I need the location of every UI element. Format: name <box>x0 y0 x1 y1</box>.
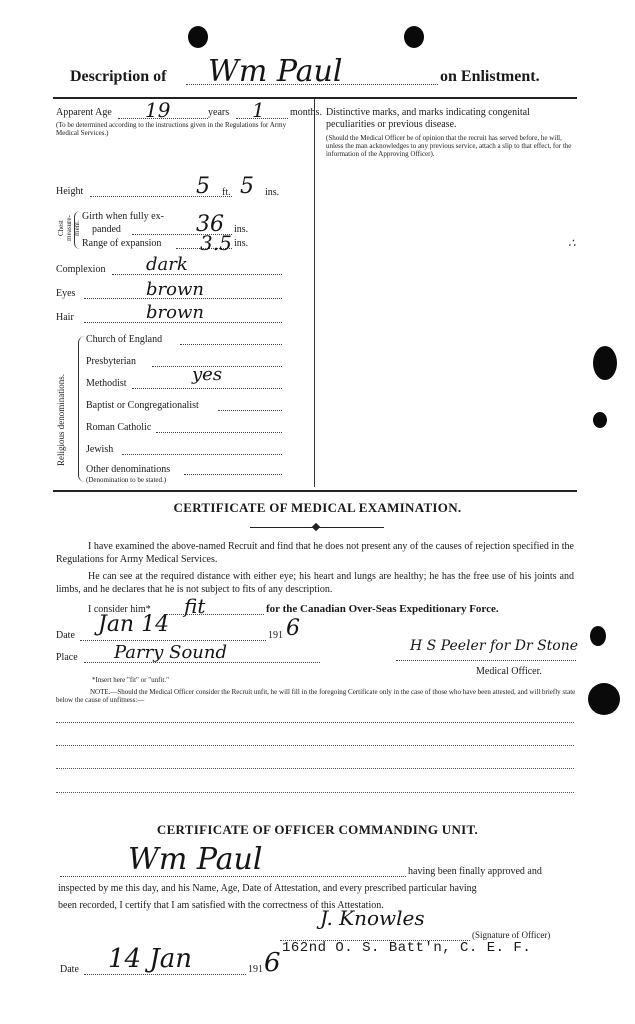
eyes-label: Eyes <box>56 288 76 299</box>
religion-label: Religious denominations. <box>56 374 66 466</box>
religion-church-of-england: Church of England <box>86 334 163 345</box>
unfit-line-4 <box>56 792 574 793</box>
commanding-signature-label: (Signature of Officer) <box>472 930 551 940</box>
age-note: (To be determined according to the instructions given in the Regulations for Army Medical Services.) <box>56 121 287 137</box>
commanding-line2: inspected by me this day, and his Name, Age, Date of Attestation, and every prescribed particular having <box>58 883 477 894</box>
description-divider <box>314 99 315 487</box>
age-years-value: 19 <box>145 98 171 122</box>
religion-mark-value: yes <box>192 364 223 385</box>
years-label: years <box>208 107 230 118</box>
punch-hole-right-2 <box>593 412 607 428</box>
height-label: Height <box>56 186 84 197</box>
complexion-value: dark <box>146 254 188 275</box>
commanding-line1-end: having been finally approved and <box>408 866 542 877</box>
punch-hole-top-left <box>188 26 208 48</box>
insert-note: *Insert here "fit" or "unfit." <box>92 676 169 684</box>
medical-officer-label: Medical Officer. <box>476 666 542 677</box>
religion-presbyterian: Presbyterian <box>86 356 136 367</box>
margin-mark: ∴ <box>568 236 576 250</box>
hair-label: Hair <box>56 312 74 323</box>
religion-brace <box>78 336 85 482</box>
commanding-name-handwritten: Wm Paul <box>128 842 263 877</box>
consider-label: I consider him* <box>88 604 151 615</box>
ins-label-height: ins. <box>265 187 280 198</box>
religion-other: Other denominations <box>86 464 171 475</box>
commanding-year-prefix: 191 <box>248 964 263 975</box>
medical-year-prefix: 191 <box>268 630 283 641</box>
religion-jewish: Jewish <box>86 444 114 455</box>
medical-title-diamond <box>312 523 320 531</box>
punch-hole-top-right <box>404 26 424 48</box>
commanding-line3: been recorded, I certify that I am satisfied with the correctness of this Attestation. <box>58 900 384 911</box>
age-months-value: 1 <box>252 98 265 122</box>
header-name-handwritten: Wm Paul <box>208 54 343 89</box>
marks-title: Distinctive marks, and marks indicating congenital peculiarities or previous disease. <box>326 107 530 130</box>
unit-stamp: 162nd O. S. Batt'n, C. E. F. <box>282 940 532 956</box>
commanding-title: CERTIFICATE OF OFFICER COMMANDING UNIT. <box>156 822 479 837</box>
hair-value: brown <box>146 302 204 323</box>
commanding-date-label: Date <box>60 964 79 975</box>
place-value: Parry Sound <box>114 642 228 663</box>
punch-hole-right-4 <box>588 683 620 715</box>
unfit-note: NOTE.—Should the Medical Officer consider the Recruit unfit, he will fill in the foregoing Certificate only in the case of those who have been attested, and will briefly state below the cause of unfitness:— <box>56 688 576 704</box>
chest-label: Chest measure-ment. <box>57 215 81 241</box>
religion-note: (Denomination to be stated.) <box>86 476 167 484</box>
eyes-value: brown <box>146 279 204 300</box>
marks-note: (Should the Medical Officer be of opinion that the recruit has served before, he will, unless the man acknowledges to any previous service, attach a slip to that effect, for the information of the Approving Officer). <box>326 134 572 158</box>
range-label: Range of expansion <box>82 238 162 249</box>
religion-baptist: Baptist or Congregationalist <box>86 400 199 411</box>
consider-value: fit <box>184 594 206 618</box>
ins-label-range: ins. <box>234 238 249 249</box>
unfit-line-1 <box>56 722 574 723</box>
unfit-line-3 <box>56 768 574 769</box>
medical-officer-signature: H S Peeler for Dr Stone <box>410 638 579 654</box>
medical-title: CERTIFICATE OF MEDICAL EXAMINATION. <box>173 500 462 515</box>
medical-para-2: He can see at the required distance with either eye; his heart and lungs are healthy; he has the free use of his joints and limbs, and he declares that he is not subject to fits of any description. <box>56 571 574 595</box>
unfit-line-2 <box>56 745 574 746</box>
complexion-label: Complexion <box>56 264 106 275</box>
ft-label: ft. <box>222 187 231 198</box>
punch-hole-right-1 <box>593 346 617 380</box>
commanding-signature: J. Knowles <box>320 906 425 930</box>
punch-hole-right-3 <box>590 626 606 646</box>
range-value: 3.5 <box>200 231 232 255</box>
commanding-year-suffix: 6 <box>264 948 281 978</box>
medical-date-value: Jan 14 <box>98 612 170 637</box>
force-label: for the Canadian Over-Seas Expeditionary Force. <box>266 603 499 615</box>
girth-label-2: panded <box>92 224 121 235</box>
commanding-date-value: 14 Jan <box>108 944 193 974</box>
header-title-left: Description of <box>70 68 167 85</box>
months-label: months. <box>290 107 322 118</box>
place-label: Place <box>56 652 78 663</box>
height-ft-value: 5 <box>196 174 210 199</box>
ins-label-girth: ins. <box>234 224 249 235</box>
medical-year-suffix: 6 <box>286 616 300 641</box>
medical-para-1: I have examined the above-named Recruit and find that he does not present any of the causes of rejection specified in the Regulations for Army Medical Services. <box>56 541 574 565</box>
header-name-line <box>186 84 438 85</box>
medical-date-label: Date <box>56 630 75 641</box>
age-label: Apparent Age <box>56 107 112 118</box>
header-title-right: on Enlistment. <box>440 68 540 85</box>
girth-value: 36 <box>196 212 224 237</box>
height-in-value: 5 <box>240 174 254 199</box>
religion-roman-catholic: Roman Catholic <box>86 422 152 433</box>
religion-methodist: Methodist <box>86 378 127 389</box>
girth-label-1: Girth when fully ex- <box>82 211 164 222</box>
